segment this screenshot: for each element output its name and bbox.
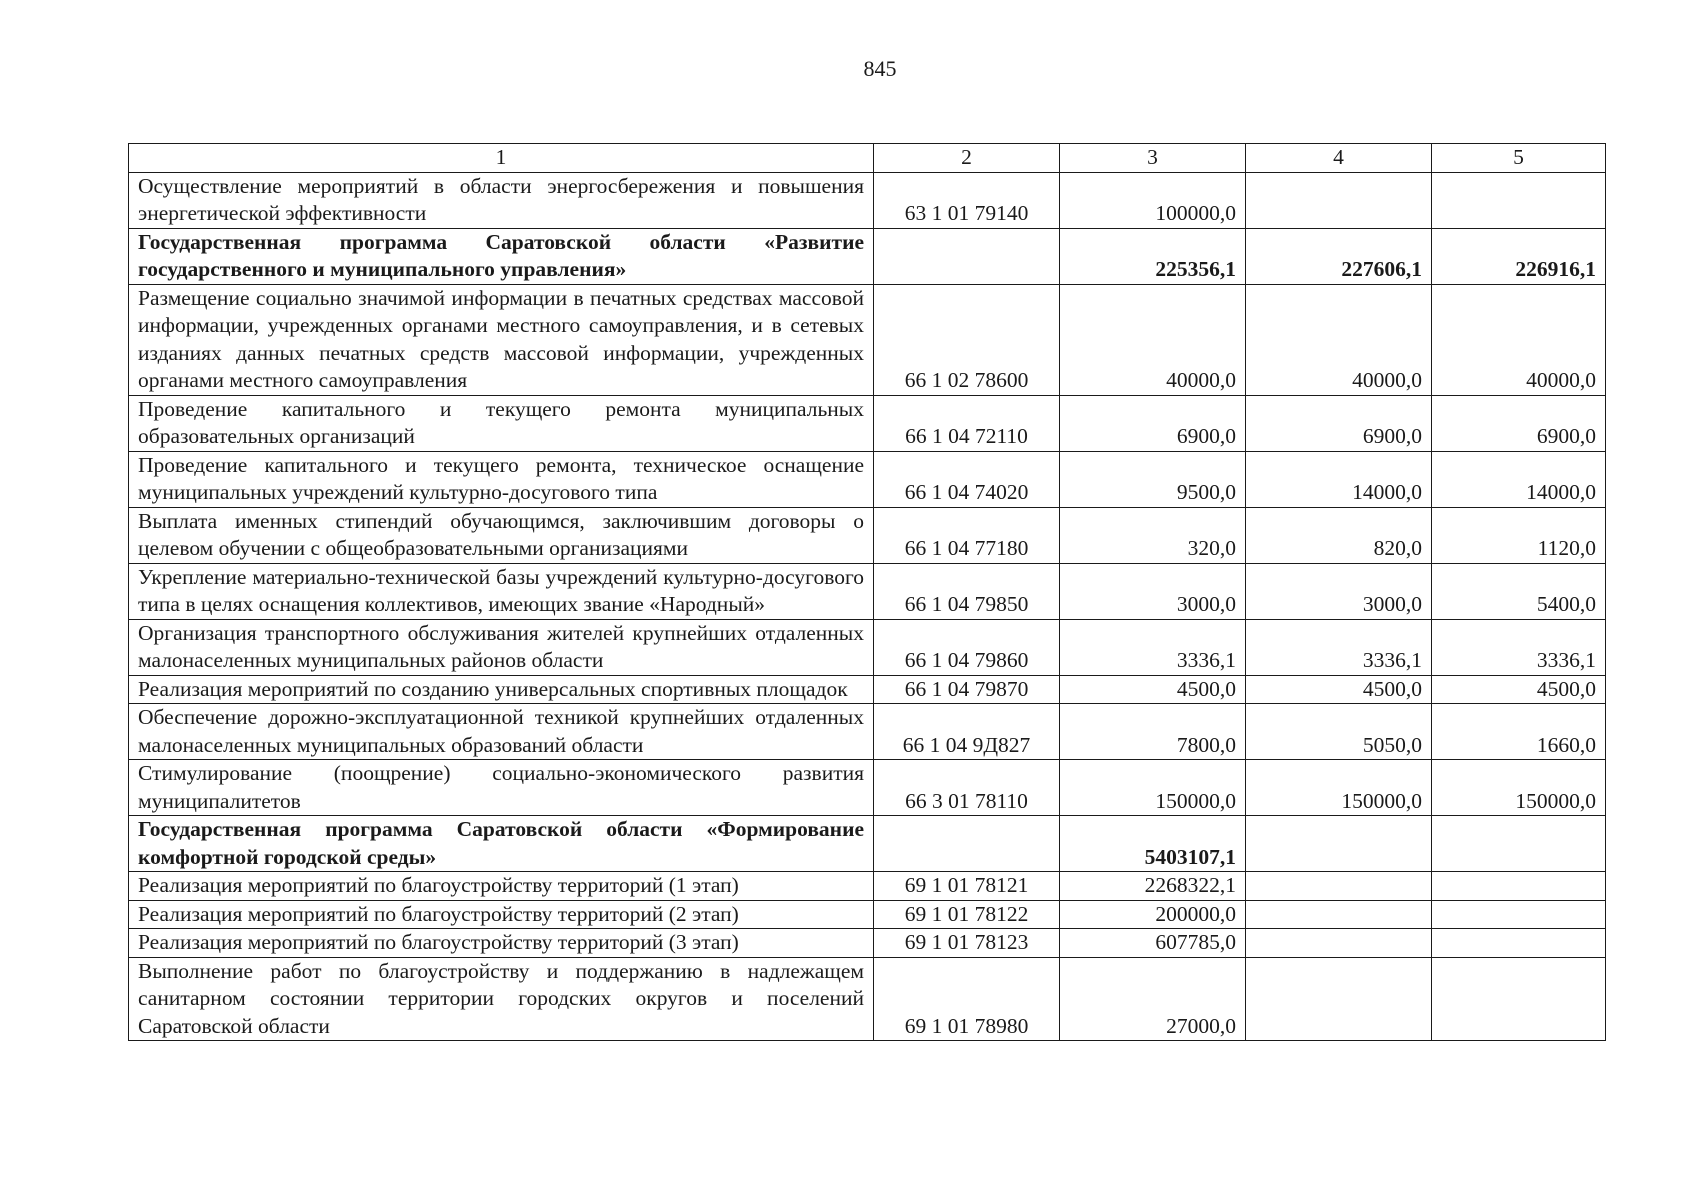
header-cell-2: 2 xyxy=(874,144,1060,173)
row-code-cell: 69 1 01 78123 xyxy=(874,929,1060,958)
row-value-col4: 3336,1 xyxy=(1246,619,1432,675)
row-code-cell: 66 1 04 79850 xyxy=(874,563,1060,619)
row-value-col4 xyxy=(1246,929,1432,958)
table-row xyxy=(129,172,1606,228)
row-value-col3: 100000,0 xyxy=(1060,172,1246,228)
table-row xyxy=(129,929,1606,958)
row-value-col5: 6900,0 xyxy=(1432,395,1606,451)
row-value-col5: 226916,1 xyxy=(1432,228,1606,284)
table-row xyxy=(129,284,1606,395)
row-name-cell: Проведение капитального и текущего ремонта муниципальных образовательных организаций xyxy=(129,395,874,451)
row-value-col4: 4500,0 xyxy=(1246,675,1432,704)
table-row xyxy=(129,619,1606,675)
row-name-cell: Реализация мероприятий по благоустройству территорий (1 этап) xyxy=(129,872,874,901)
row-value-col4: 227606,1 xyxy=(1246,228,1432,284)
row-value-col4 xyxy=(1246,957,1432,1041)
header-cell-1: 1 xyxy=(129,144,874,173)
row-value-col5: 1660,0 xyxy=(1432,704,1606,760)
row-value-col4 xyxy=(1246,900,1432,929)
row-name-cell: Реализация мероприятий по созданию универсальных спортивных площадок xyxy=(129,675,874,704)
row-code-cell xyxy=(874,816,1060,872)
row-code-cell: 66 1 04 79860 xyxy=(874,619,1060,675)
row-value-col3: 3336,1 xyxy=(1060,619,1246,675)
row-value-col3: 4500,0 xyxy=(1060,675,1246,704)
row-value-col4 xyxy=(1246,172,1432,228)
row-value-col3: 6900,0 xyxy=(1060,395,1246,451)
row-code-cell: 66 1 04 77180 xyxy=(874,507,1060,563)
row-value-col3: 200000,0 xyxy=(1060,900,1246,929)
row-value-col5 xyxy=(1432,900,1606,929)
row-value-col3: 225356,1 xyxy=(1060,228,1246,284)
row-name-cell: Размещение социально значимой информации в печатных средствах массовой информации, учрежденных органами местного самоуправления, и в сетевых изданиях данных печатных средств массовой информации, учрежденных органами местного самоуправления xyxy=(129,284,874,395)
page-number: 845 xyxy=(863,56,897,81)
row-value-col3: 9500,0 xyxy=(1060,451,1246,507)
row-value-col5 xyxy=(1432,172,1606,228)
table-row xyxy=(129,451,1606,507)
row-value-col3: 3000,0 xyxy=(1060,563,1246,619)
row-value-col5: 4500,0 xyxy=(1432,675,1606,704)
row-code-cell: 66 1 04 9Д827 xyxy=(874,704,1060,760)
row-code-cell: 66 1 04 79870 xyxy=(874,675,1060,704)
row-name-cell: Государственная программа Саратовской области «Развитие государственного и муниципального управления» xyxy=(129,228,874,284)
table-row xyxy=(129,760,1606,816)
row-value-col4: 5050,0 xyxy=(1246,704,1432,760)
table-row xyxy=(129,395,1606,451)
row-code-cell: 66 1 04 74020 xyxy=(874,451,1060,507)
row-value-col5: 14000,0 xyxy=(1432,451,1606,507)
row-value-col4 xyxy=(1246,872,1432,901)
row-name-cell: Укрепление материально-технической базы учреждений культурно-досугового типа в целях оснащения коллективов, имеющих звание «Народный» xyxy=(129,563,874,619)
row-value-col4: 14000,0 xyxy=(1246,451,1432,507)
row-value-col4: 6900,0 xyxy=(1246,395,1432,451)
row-value-col5: 1120,0 xyxy=(1432,507,1606,563)
row-value-col5 xyxy=(1432,872,1606,901)
row-value-col5 xyxy=(1432,816,1606,872)
table-row xyxy=(129,816,1606,872)
row-code-cell: 69 1 01 78121 xyxy=(874,872,1060,901)
row-value-col5: 5400,0 xyxy=(1432,563,1606,619)
row-value-col3: 320,0 xyxy=(1060,507,1246,563)
row-name-cell: Проведение капитального и текущего ремонта, техническое оснащение муниципальных учреждений культурно-досугового типа xyxy=(129,451,874,507)
row-value-col3: 27000,0 xyxy=(1060,957,1246,1041)
table-row xyxy=(129,675,1606,704)
table-row xyxy=(129,704,1606,760)
row-code-cell: 66 1 04 72110 xyxy=(874,395,1060,451)
row-value-col3: 5403107,1 xyxy=(1060,816,1246,872)
table-row xyxy=(129,507,1606,563)
row-value-col5 xyxy=(1432,929,1606,958)
row-name-cell: Осуществление мероприятий в области энергосбережения и повышения энергетической эффективности xyxy=(129,172,874,228)
row-name-cell: Государственная программа Саратовской области «Формирование комфортной городской среды» xyxy=(129,816,874,872)
row-value-col4: 40000,0 xyxy=(1246,284,1432,395)
header-cell-5: 5 xyxy=(1432,144,1606,173)
row-name-cell: Организация транспортного обслуживания жителей крупнейших отдаленных малонаселенных муниципальных районов области xyxy=(129,619,874,675)
row-value-col3: 607785,0 xyxy=(1060,929,1246,958)
row-value-col3: 40000,0 xyxy=(1060,284,1246,395)
row-code-cell: 69 1 01 78122 xyxy=(874,900,1060,929)
row-name-cell: Реализация мероприятий по благоустройству территорий (2 этап) xyxy=(129,900,874,929)
row-value-col3: 150000,0 xyxy=(1060,760,1246,816)
row-value-col5: 150000,0 xyxy=(1432,760,1606,816)
header-cell-4: 4 xyxy=(1246,144,1432,173)
row-value-col4: 3000,0 xyxy=(1246,563,1432,619)
row-value-col3: 2268322,1 xyxy=(1060,872,1246,901)
row-name-cell: Выполнение работ по благоустройству и поддержанию в надлежащем санитарном состоянии территории городских округов и поселений Саратовской области xyxy=(129,957,874,1041)
table-row xyxy=(129,228,1606,284)
table-row xyxy=(129,563,1606,619)
table-header-row xyxy=(129,144,1606,173)
table-row xyxy=(129,900,1606,929)
row-value-col5: 40000,0 xyxy=(1432,284,1606,395)
row-code-cell: 66 3 01 78110 xyxy=(874,760,1060,816)
row-value-col3: 7800,0 xyxy=(1060,704,1246,760)
row-value-col5 xyxy=(1432,957,1606,1041)
row-value-col5: 3336,1 xyxy=(1432,619,1606,675)
row-code-cell xyxy=(874,228,1060,284)
table-row xyxy=(129,957,1606,1041)
row-code-cell: 69 1 01 78980 xyxy=(874,957,1060,1041)
row-value-col4: 150000,0 xyxy=(1246,760,1432,816)
row-name-cell: Реализация мероприятий по благоустройству территорий (3 этап) xyxy=(129,929,874,958)
row-name-cell: Выплата именных стипендий обучающимся, заключившим договоры о целевом обучении с общеобразовательными организациями xyxy=(129,507,874,563)
budget-table xyxy=(128,143,1606,1041)
header-cell-3: 3 xyxy=(1060,144,1246,173)
row-name-cell: Обеспечение дорожно-эксплуатационной техникой крупнейших отдаленных малонаселенных муниципальных образований области xyxy=(129,704,874,760)
row-name-cell: Стимулирование (поощрение) социально-экономического развития муниципалитетов xyxy=(129,760,874,816)
table-row xyxy=(129,872,1606,901)
row-code-cell: 63 1 01 79140 xyxy=(874,172,1060,228)
row-value-col4 xyxy=(1246,816,1432,872)
row-code-cell: 66 1 02 78600 xyxy=(874,284,1060,395)
row-value-col4: 820,0 xyxy=(1246,507,1432,563)
